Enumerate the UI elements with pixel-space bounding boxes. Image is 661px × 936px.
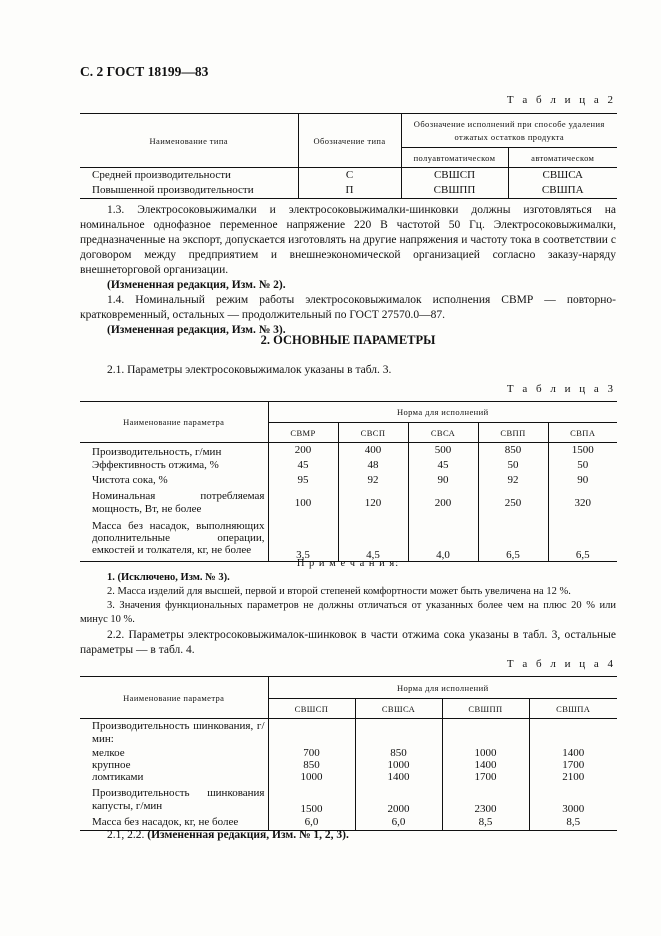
table-row xyxy=(80,168,617,183)
table-row xyxy=(80,488,617,518)
text-block-2 xyxy=(80,628,616,658)
t3-cell: 200 xyxy=(408,488,478,518)
t4-cell: 850 xyxy=(268,759,355,771)
table-row xyxy=(80,183,617,199)
t4-row-name: крупное xyxy=(80,759,268,771)
t3-cell: 1500 xyxy=(571,444,594,457)
t4-cell: 8,5 xyxy=(529,815,617,831)
t3-row-name: Эффективность отжима, % xyxy=(80,458,268,473)
notes-block xyxy=(80,557,616,627)
t3-cell: 95 xyxy=(268,473,338,488)
t3-cell: 250 xyxy=(478,488,548,518)
t3-row-name: Чистота сока, % xyxy=(80,473,268,488)
t4-col-head: СВШСА xyxy=(355,699,442,719)
t4-cell: 1400 xyxy=(442,759,529,771)
t3-cell: 3,5 xyxy=(268,518,338,562)
t3-cell: 4,5 xyxy=(338,518,408,562)
table-row xyxy=(80,719,617,747)
t4-row-name: ломтиками xyxy=(80,771,268,785)
t3-row-name: Производительность, г/мин xyxy=(80,443,268,458)
t4-col-head: СВШПП xyxy=(442,699,529,719)
edit-note-2: (Измененная редакция, Изм. № 2). xyxy=(107,279,286,291)
t3-cell: 500 xyxy=(408,443,478,458)
t4-cell: 850 xyxy=(355,747,442,759)
t3-cell: 45 xyxy=(408,458,478,473)
table4 xyxy=(80,676,617,831)
t3-row-name: Номинальная потребляемая мощность, Вт, не более xyxy=(80,488,268,518)
text-block-1 xyxy=(80,203,616,338)
table-row xyxy=(80,518,617,562)
t2-row-auto: СВШСА xyxy=(542,169,583,182)
t4-cell: 3000 xyxy=(562,802,585,815)
notes-title: П р и м е ч а н и я: xyxy=(296,558,400,569)
t4-col-head: СВШПА xyxy=(529,699,617,719)
t3-cell: 320 xyxy=(574,496,591,509)
t4-cell: 1000 xyxy=(268,771,355,785)
t4-cell: 2300 xyxy=(442,785,529,815)
t2-header-name: Наименование типа xyxy=(80,114,298,168)
paragraph-2-1: 2.1. Параметры электросоковыжималок указаны в табл. 3. xyxy=(107,364,392,376)
t3-col-head: СВСА xyxy=(408,423,478,443)
t3-cell: 50 xyxy=(478,458,548,473)
table-row xyxy=(80,771,617,785)
t2-row-name: Средней производительности xyxy=(80,168,298,183)
t4-cell: 1400 xyxy=(562,746,585,759)
t3-header-norm: Норма для исполнений xyxy=(268,402,617,423)
t4-cell: 1500 xyxy=(268,785,355,815)
t2-row-code: П xyxy=(298,183,401,199)
t4-cell: 700 xyxy=(268,747,355,759)
table-row xyxy=(80,473,617,488)
t4-cell: 2000 xyxy=(355,785,442,815)
t4-col-head: СВШСП xyxy=(268,699,355,719)
t4-cell: 8,5 xyxy=(442,815,529,831)
paragraph-2-2: 2.2. Параметры электросоковыжималок-шинковок в части отжима сока указаны в табл. 3, остальные параметры — в табл. 4. xyxy=(80,629,616,656)
t2-sub-auto: автоматическом xyxy=(508,148,617,168)
t2-row-name: Повышенной производительности xyxy=(80,183,298,199)
t3-col-head: СВПА xyxy=(548,423,617,443)
t4-cell: 1700 xyxy=(562,758,585,771)
paragraph-1-3: 1.3. Электросоковыжималки и электросоковыжималки-шинковки должны изготовляться на номинальное однофазное переменное напряжение 220 В частотой 50 Гц. Электросоковыжималки, предназначенные на экспорт, допускается изготовлять на другие напряжения и частоту тока в соответствии с договором между предприятием и внешнеэкономической организацией согласно заказу-наряду внешнеторговой организации. xyxy=(80,204,616,276)
t3-row-name: Масса без насадок, выполняющих дополнительные операции, емкостей и толкателя, кг, не более xyxy=(80,518,268,562)
t2-sub-semi: полуавтоматическом xyxy=(401,148,508,168)
t4-row-name: мелкое xyxy=(80,747,268,759)
table2-caption: Т а б л и ц а 2 xyxy=(506,94,616,106)
page-header: С. 2 ГОСТ 18199—83 xyxy=(80,64,209,79)
t4-cell: 6,0 xyxy=(355,815,442,831)
table-row xyxy=(80,759,617,771)
edit-note-3: (Измененная редакция, Изм. № 3). xyxy=(107,324,286,336)
table-row xyxy=(80,747,617,759)
table2 xyxy=(80,113,617,199)
t4-cell: 6,0 xyxy=(268,815,355,831)
t2-row-semi: СВШПП xyxy=(401,183,508,199)
t4-cell: 1400 xyxy=(355,771,442,785)
t4-row-name: Масса без насадок, кг, не более xyxy=(80,815,268,831)
table4-caption: Т а б л и ц а 4 xyxy=(506,658,616,670)
t4-cell: 2100 xyxy=(562,770,585,783)
t2-header-code: Обозначение типа xyxy=(298,114,401,168)
t2-header-designation: Обозначение исполнений при способе удаления отжатых остатков продукта xyxy=(401,114,617,148)
note-3: 3. Значения функциональных параметров не должны отличаться от указанных более чем на плюс 20 % или минус 10 %. xyxy=(80,600,616,625)
section-title: 2. ОСНОВНЫЕ ПАРАМЕТРЫ xyxy=(260,333,436,347)
t2-row-code: С xyxy=(298,168,401,183)
table3 xyxy=(80,401,617,562)
t3-cell: 200 xyxy=(268,443,338,458)
t2-row-semi: СВШСП xyxy=(401,168,508,183)
t3-cell: 400 xyxy=(338,443,408,458)
table-row xyxy=(80,458,617,473)
t4-cell: 1000 xyxy=(355,759,442,771)
t3-cell: 6,5 xyxy=(548,518,617,562)
t4-cell: 1700 xyxy=(442,771,529,785)
t3-col-head: СВСП xyxy=(338,423,408,443)
t3-cell: 90 xyxy=(408,473,478,488)
t2-row-auto: СВШПА xyxy=(508,183,617,199)
t3-cell: 850 xyxy=(478,443,548,458)
footer-edit: (Измененная редакция, Изм. № 1, 2, 3). xyxy=(147,829,349,841)
t4-header-param: Наименование параметра xyxy=(80,677,268,719)
t3-cell: 45 xyxy=(268,458,338,473)
t4-group-label: Производительность шинкования, г/мин: xyxy=(80,719,268,747)
t3-cell: 92 xyxy=(338,473,408,488)
t3-col-head: СВПП xyxy=(478,423,548,443)
note-2: 2. Масса изделий для высшей, первой и второй степеней комфортности может быть увеличена на 12 %. xyxy=(107,586,571,597)
t3-col-head: СВМР xyxy=(268,423,338,443)
note-1: 1. (Исключено, Изм. № 3). xyxy=(107,572,230,583)
t3-header-param: Наименование параметра xyxy=(80,402,268,443)
table-row xyxy=(80,443,617,458)
footer-note xyxy=(107,829,349,841)
table-row xyxy=(80,785,617,815)
t3-cell: 92 xyxy=(478,473,548,488)
t3-cell: 48 xyxy=(338,458,408,473)
t3-cell: 90 xyxy=(577,474,589,486)
t3-cell: 4,0 xyxy=(408,518,478,562)
t3-cell: 6,5 xyxy=(478,518,548,562)
t3-cell: 50 xyxy=(577,459,589,471)
t4-header-norm: Норма для исполнений xyxy=(268,677,617,699)
t3-cell: 100 xyxy=(268,488,338,518)
t4-cell: 1000 xyxy=(442,747,529,759)
table3-caption: Т а б л и ц а 3 xyxy=(506,383,616,395)
t4-row-name: Производительность шинкования капусты, г/мин xyxy=(80,785,268,815)
t3-cell: 120 xyxy=(338,488,408,518)
footer-prefix: 2.1, 2.2. xyxy=(107,829,148,841)
paragraph-1-4: 1.4. Номинальный режим работы электросоковыжималок исполнения СВМР — повторно-кратковременный, остальных — продолжительный по ГОСТ 27570.0—87. xyxy=(80,294,616,321)
